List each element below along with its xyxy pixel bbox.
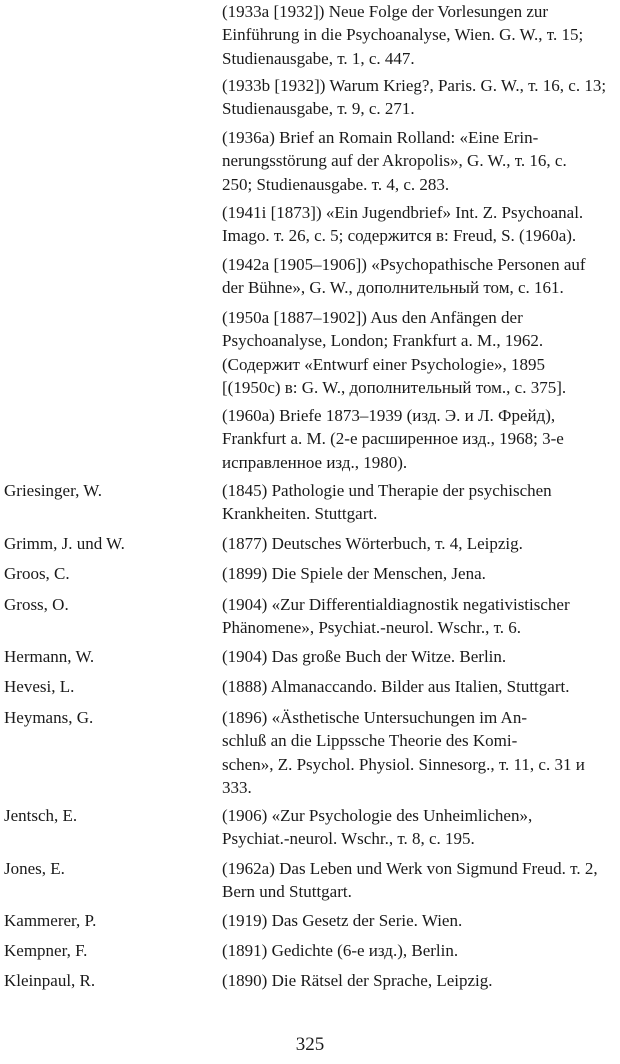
entry-citation (222, 562, 616, 585)
citation-line: Psychiat.-neurol. Wschr., т. 8, с. 195. (222, 829, 475, 849)
entry-citation (222, 253, 616, 300)
citation-line: (1933a [1932]) Neue Folge der Vorlesungen zur (222, 2, 549, 21)
citation-line: der Bühne», G. W., дополнительный том, с. 161. (222, 278, 564, 298)
citation-line: (1941i [1873]) «Ein Jugendbrief» Int. Z. Psychoanal. (222, 203, 584, 222)
citation-line: (1962a) Das Leben und Werk von Sigmund Freud. т. 2, (222, 859, 598, 878)
entry-author: Groos, C. (4, 564, 70, 583)
entry-citation (222, 0, 616, 70)
citation-line: (1888) Almanaccando. Bilder aus Italien, Stuttgart. (222, 677, 570, 696)
entry-author: Hevesi, L. (4, 677, 75, 696)
entry-citation (222, 479, 616, 526)
citation-line: Phänomene», Psychiat.-neurol. Wschr., т. 6. (222, 618, 522, 638)
citation-line: (1877) Deutsches Wörterbuch, т. 4, Leipzig. (222, 534, 523, 553)
citation-line: Krankheiten. Stuttgart. (222, 504, 378, 524)
entry-citation (222, 645, 616, 668)
citation-line: schluß an die Lippssche Theorie des Komi- (222, 731, 518, 751)
entry-citation (222, 201, 616, 248)
entry-citation (222, 593, 616, 640)
entry-citation (222, 675, 616, 698)
page-number: 325 (295, 1034, 325, 1055)
citation-line: nerungsstörung auf der Akropolis», G. W., т. 16, с. (222, 151, 567, 171)
entry-citation (222, 857, 616, 904)
citation-line: Imago. т. 26, с. 5; содержится в: Freud, S. (1960a). (222, 226, 577, 246)
citation-line: schen», Z. Psychol. Physiol. Sinnesorg., т. 11, с. 31 и (222, 754, 585, 774)
entry-citation (222, 306, 616, 400)
citation-line: (1904) Das große Buch der Witze. Berlin. (222, 647, 507, 666)
entry-citation (222, 404, 616, 474)
citation-line: (1896) «Ästhetische Untersuchungen im An- (222, 708, 527, 727)
citation-line: Bern und Stuttgart. (222, 882, 352, 902)
entry-author: Heymans, G. (4, 708, 94, 727)
entry-author: Jones, E. (4, 859, 65, 878)
citation-line: (1899) Die Spiele der Menschen, Jena. (222, 564, 486, 583)
citation-line: (1891) Gedichte (6-е изд.), Berlin. (222, 941, 459, 960)
entry-citation (222, 804, 616, 851)
citation-line: (1904) «Zur Differentialdiagnostik negativistischer (222, 595, 570, 614)
entry-author: Griesinger, W. (4, 481, 102, 500)
entry-citation (222, 126, 616, 196)
citation-line: (1890) Die Rätsel der Sprache, Leipzig. (222, 971, 493, 990)
entry-author: Hermann, W. (4, 647, 95, 666)
entry-author: Gross, O. (4, 595, 69, 614)
entry-author: Jentsch, E. (4, 806, 78, 825)
entry-citation (222, 74, 616, 121)
entry-author: Kammerer, P. (4, 911, 97, 930)
citation-line: (1950a [1887–1902]) Aus den Anfängen der (222, 308, 523, 327)
citation-line: (1960a) Briefe 1873–1939 (изд. Э. и Л. Фрейд), (222, 406, 556, 425)
citation-line: (1933b [1932]) Warum Krieg?, Paris. G. W., т. 16, с. 13; (222, 76, 607, 95)
entry-citation (222, 706, 616, 800)
entry-citation (222, 939, 616, 962)
citation-line: Einführung in die Psychoanalyse, Wien. G. W., т. 15; (222, 25, 584, 45)
entry-citation (222, 909, 616, 932)
citation-line: (1942a [1905–1906]) «Psychopathische Personen auf (222, 255, 586, 274)
entry-citation (222, 532, 616, 555)
citation-line: (1936a) Brief an Romain Rolland: «Eine Erin- (222, 128, 539, 147)
citation-line: [(1950c) в: G. W., дополнительный том., с. 375]. (222, 378, 567, 398)
citation-line: Studienausgabe, т. 1, с. 447. (222, 48, 415, 68)
entry-citation (222, 969, 616, 992)
entry-author: Kempner, F. (4, 941, 88, 960)
citation-line: 333. (222, 778, 252, 798)
citation-line: 250; Studienausgabe. т. 4, с. 283. (222, 174, 450, 194)
citation-line: (1919) Das Gesetz der Serie. Wien. (222, 911, 463, 930)
citation-line: (Содержит «Entwurf einer Psychologie», 1895 (222, 354, 546, 374)
citation-line: (1845) Pathologie und Therapie der psychischen (222, 481, 552, 500)
citation-line: Psychoanalyse, London; Frankfurt a. M., 1962. (222, 331, 544, 351)
citation-line: Studienausgabe, т. 9, с. 271. (222, 99, 415, 119)
citation-line: Frankfurt a. M. (2-е расширенное изд., 1968; 3-е (222, 429, 564, 449)
entry-author: Kleinpaul, R. (4, 971, 96, 990)
entry-author: Grimm, J. und W. (4, 534, 125, 553)
citation-line: исправленное изд., 1980). (222, 452, 408, 472)
citation-line: (1906) «Zur Psychologie des Unheimlichen», (222, 806, 533, 825)
